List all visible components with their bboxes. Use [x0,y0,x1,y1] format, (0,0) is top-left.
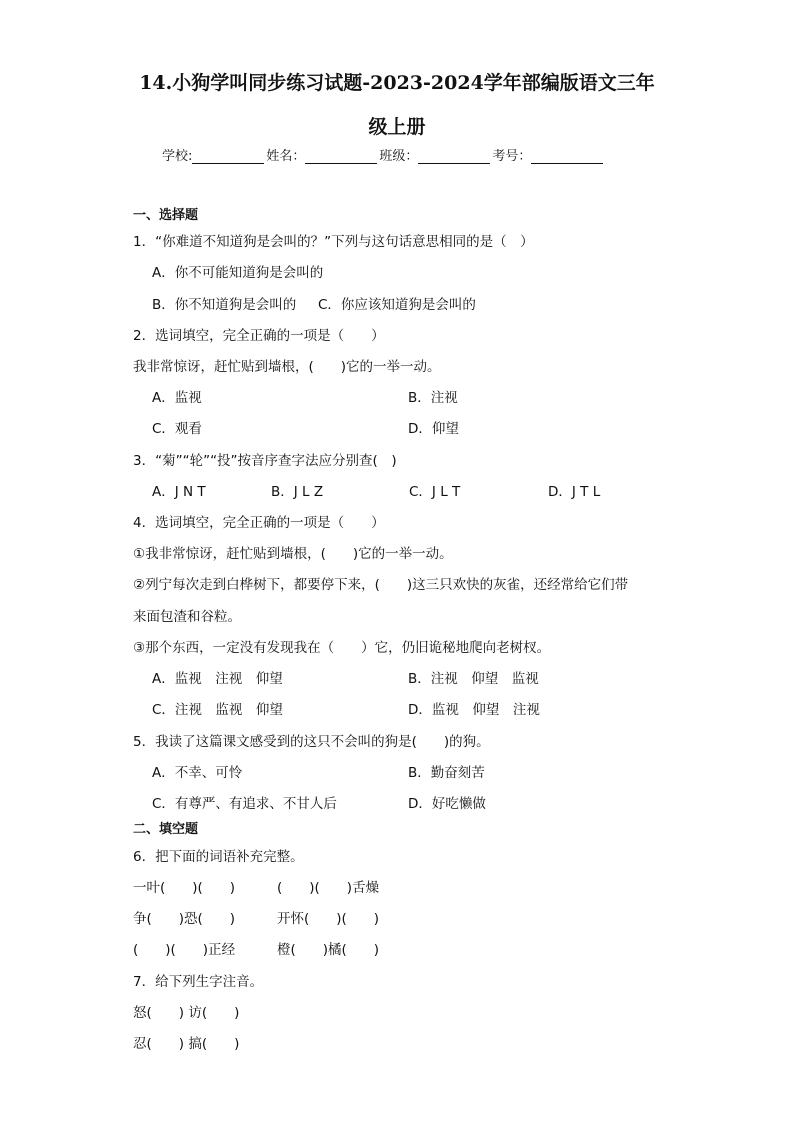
q6-item-2[interactable]: ( )( )舌燥 [277,880,380,896]
q3-option-d[interactable]: D．J T L [548,484,601,500]
q6-item-6[interactable]: 橙( )橘( ) [277,942,380,958]
q3-option-a[interactable]: A．J N T [152,484,206,500]
class-blank[interactable] [418,149,490,164]
q4-option-c[interactable]: C．注视 监视 仰望 [152,702,283,718]
q5-option-a[interactable]: A．不幸、可怜 [152,765,243,781]
q3-stem: 3．“菊”“轮”“投”按音序查字法应分别查( ) [133,453,397,469]
q4-option-a[interactable]: A．监视 注视 仰望 [152,671,283,687]
q2-option-c[interactable]: C．观看 [152,421,202,437]
q4-sentence-3: ③那个东西，一定没有发现我在（ ）它，仍旧诡秘地爬向老树杈。 [133,640,551,656]
page-title-line1: 14.小狗学叫同步练习试题-2023-2024学年部编版语文三年 [139,72,655,94]
q7-row-2[interactable]: 忍( ) 搞( ) [133,1036,240,1052]
class-label: 班级： [379,149,419,164]
q5-option-c[interactable]: C．有尊严、有追求、不甘人后 [152,796,337,812]
q6-item-1[interactable]: 一叶( )( ) [133,880,236,896]
q3-option-b[interactable]: B．J L Z [271,484,324,500]
q3-option-c[interactable]: C．J L T [409,484,461,500]
q1-option-a[interactable]: A．你不可能知道狗是会叫的 [152,265,324,281]
exam-no-blank[interactable] [531,149,603,164]
student-info-row [162,145,605,164]
q4-sentence-2b: 来面包渣和谷粒。 [133,609,241,625]
q1-option-c[interactable]: C．你应该知道狗是会叫的 [318,297,476,313]
q5-option-d[interactable]: D．好吃懒做 [408,796,486,812]
q7-stem: 7．给下列生字注音。 [133,974,264,990]
q5-option-b[interactable]: B．勤奋刻苦 [408,765,485,781]
section-choice-heading: 一、选择题 [133,208,199,223]
q6-stem: 6．把下面的词语补充完整。 [133,849,304,865]
q2-sentence: 我非常惊讶，赶忙贴到墙根，( )它的一举一动。 [133,359,441,375]
q4-option-d[interactable]: D．监视 仰望 注视 [408,702,540,718]
q5-stem: 5．我读了这篇课文感受到的这只不会叫的狗是( )的狗。 [133,734,490,750]
q4-sentence-2a: ②列宁每次走到白桦树下，都要停下来，( )这三只欢快的灰雀，还经常给它们带 [133,577,629,593]
q4-option-b[interactable]: B．注视 仰望 监视 [408,671,539,687]
page-title-line2: 级上册 [368,116,426,138]
name-blank[interactable] [305,149,377,164]
school-label: 学校: [162,149,193,164]
q1-stem: 1．“你难道不知道狗是会叫的？”下列与这句话意思相同的是（ ） [133,234,534,250]
section-fill-heading: 二、填空题 [133,822,199,837]
q6-item-3[interactable]: 争( )恐( ) [133,911,236,927]
q4-sentence-1: ①我非常惊讶，赶忙贴到墙根，( )它的一举一动。 [133,546,453,562]
name-label: 姓名： [266,149,306,164]
q2-stem: 2．选词填空，完全正确的一项是（ ） [133,328,385,344]
q6-item-4[interactable]: 开怀( )( ) [277,911,380,927]
q6-item-5[interactable]: ( )( )正经 [133,942,236,958]
school-blank[interactable] [192,149,264,164]
q4-stem: 4．选词填空，完全正确的一项是（ ） [133,515,385,531]
q1-option-b[interactable]: B．你不知道狗是会叫的 [152,297,297,313]
q7-row-1[interactable]: 怒( ) 访( ) [133,1005,240,1021]
q2-option-d[interactable]: D．仰望 [408,421,459,437]
exam-no-label: 考号： [492,149,532,164]
q2-option-b[interactable]: B．注视 [408,390,458,406]
q2-option-a[interactable]: A．监视 [152,390,202,406]
